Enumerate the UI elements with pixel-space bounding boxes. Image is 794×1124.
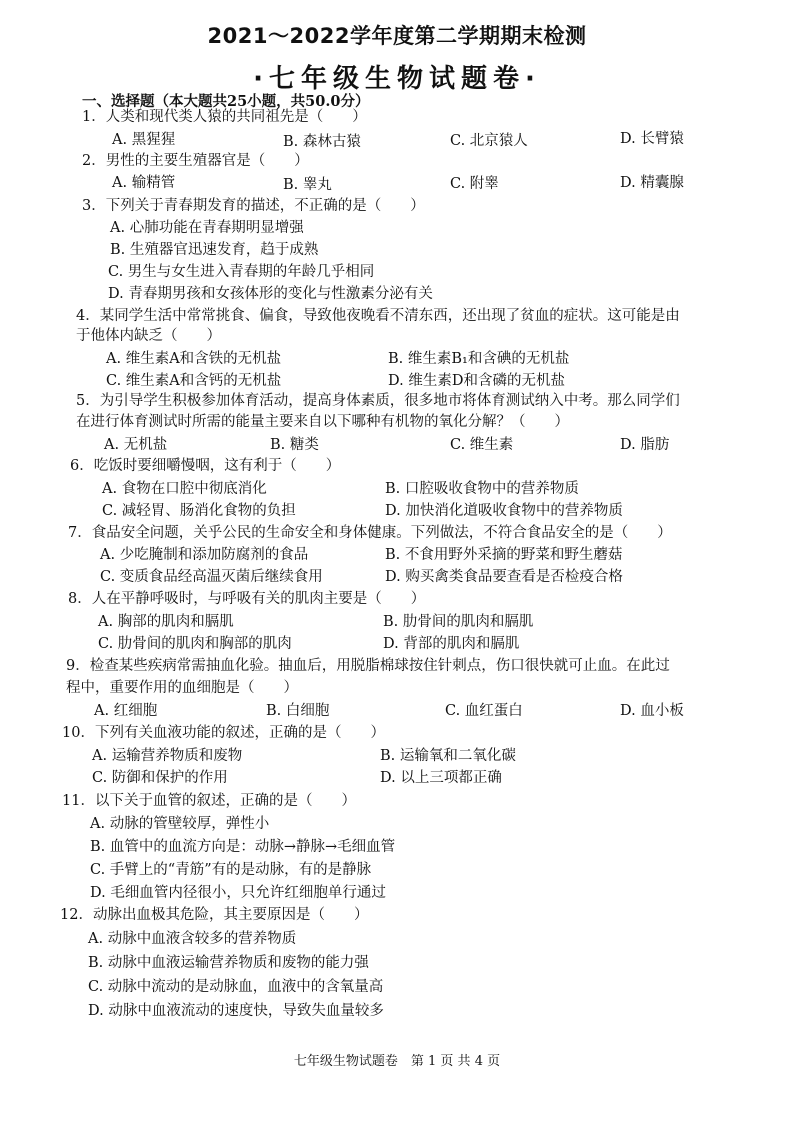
question-2: 2．男性的主要生殖器官是（ ）	[82, 153, 309, 169]
q6-option-a: A. 食物在口腔中彻底消化	[102, 481, 267, 497]
question-12: 12．动脉出血极其危险，其主要原因是（ ）	[60, 907, 369, 923]
q8-option-a: A. 胸部的肌肉和膈肌	[98, 614, 234, 630]
q12-option-a: A. 动脉中血液含较多的营养物质	[88, 931, 297, 947]
q10-option-d: D. 以上三项都正确	[380, 770, 502, 786]
q3-option-a: A. 心肺功能在青春期明显增强	[110, 220, 304, 236]
q10-option-c: C. 防御和保护的作用	[92, 770, 228, 786]
q6-option-b: B. 口腔吸收食物中的营养物质	[385, 481, 579, 497]
question-7: 7．食品安全问题，关乎公民的生命安全和身体健康。下列做法，不符合食品安全的是（ ）	[68, 525, 672, 541]
exam-subtitle: ·七年级生物试题卷·	[253, 64, 541, 94]
q12-option-b: B. 动脉中血液运输营养物质和废物的能力强	[88, 955, 369, 971]
q6-option-d: D. 加快消化道吸收食物中的营养物质	[385, 503, 623, 519]
q5-option-a: A. 无机盐	[104, 437, 168, 453]
q11-option-d: D. 毛细血管内径很小，只允许红细胞单行通过	[90, 885, 386, 901]
page-footer: 七年级生物试题卷 第 1 页 共 4 页	[293, 1054, 501, 1069]
q10-option-a: A. 运输营养物质和废物	[92, 748, 243, 764]
question-10: 10．下列有关血液功能的叙述，正确的是（ ）	[62, 725, 385, 741]
q7-option-b: B. 不食用野外采摘的野菜和野生蘑菇	[385, 547, 623, 563]
q9-option-a: A. 红细胞	[94, 703, 158, 719]
q10-option-b: B. 运输氧和二氧化碳	[380, 748, 516, 764]
q2-option-a: A. 输精管	[112, 175, 176, 191]
question-9-cont: 程中，重要作用的血细胞是（ ）	[66, 680, 298, 696]
q2-option-d: D. 精囊腺	[620, 175, 684, 191]
q9-option-b: B. 白细胞	[266, 703, 330, 719]
q12-option-d: D. 动脉中血液流动的速度快，导致失血量较多	[88, 1003, 384, 1019]
q3-option-b: B. 生殖器官迅速发育，趋于成熟	[110, 242, 319, 258]
question-6: 6．吃饭时要细嚼慢咽，这有利于（ ）	[70, 458, 341, 474]
question-5: 5．为引导学生积极参加体育活动，提高身体素质，很多地市将体育测试纳入中考。那么同学们	[76, 393, 680, 409]
section-heading: 一、选择题（本大题共25小题，共50.0分）	[82, 93, 370, 110]
question-11: 11．以下关于血管的叙述，正确的是（ ）	[62, 793, 356, 809]
q3-option-c: C. 男生与女生进入青春期的年龄几乎相同	[108, 264, 375, 280]
question-4-cont: 于他体内缺乏（ ）	[76, 328, 221, 344]
question-3: 3．下列关于青春期发育的描述，不正确的是（ ）	[82, 198, 425, 214]
question-8: 8．人在平静呼吸时，与呼吸有关的肌肉主要是（ ）	[68, 591, 426, 607]
question-1: 1．人类和现代类人猿的共同祖先是（ ）	[82, 109, 367, 125]
q7-option-a: A. 少吃腌制和添加防腐剂的食品	[100, 547, 309, 563]
q11-option-b: B. 血管中的血流方向是：动脉→静脉→毛细血管	[90, 839, 396, 855]
q1-option-c: C. 北京猿人	[450, 133, 528, 149]
q3-option-d: D. 青春期男孩和女孩体形的变化与性激素分泌有关	[108, 286, 433, 302]
q1-option-b: B. 森林古猿	[283, 134, 361, 150]
exam-title: 2021～2022学年度第二学期期末检测	[207, 24, 587, 48]
question-5-cont: 在进行体育测试时所需的能量主要来自以下哪种有机物的氧化分解？（ ）	[76, 414, 569, 430]
q2-option-b: B. 睾丸	[283, 177, 332, 193]
q2-option-c: C. 附睾	[450, 176, 499, 192]
q4-option-c: C. 维生素A和含钙的无机盐	[106, 373, 282, 389]
q11-option-c: C. 手臂上的“青筋”有的是动脉，有的是静脉	[90, 862, 372, 878]
question-9: 9．检查某些疾病常需抽血化验。抽血后，用脱脂棉球按住针刺点，伤口很快就可止血。在此过	[66, 658, 670, 674]
q8-option-d: D. 背部的肌肉和膈肌	[383, 636, 520, 652]
q8-option-b: B. 肋骨间的肌肉和膈肌	[383, 614, 534, 630]
question-4: 4．某同学生活中常常挑食、偏食，导致他夜晚看不清东西，还出现了贫血的症状。这可能是由	[76, 308, 680, 324]
q5-option-c: C. 维生素	[450, 437, 514, 453]
q8-option-c: C. 肋骨间的肌肉和胸部的肌肉	[98, 636, 292, 652]
q7-option-d: D. 购买禽类食品要查看是否检疫合格	[385, 569, 623, 585]
q4-option-b: B. 维生素B₁和含碘的无机盐	[388, 351, 570, 367]
q4-option-d: D. 维生素D和含磷的无机盐	[388, 373, 565, 389]
q7-option-c: C. 变质食品经高温灭菌后继续食用	[100, 569, 323, 585]
q1-option-a: A. 黑猩猩	[112, 132, 176, 148]
q1-option-d: D. 长臂猿	[620, 131, 684, 147]
q5-option-b: B. 糖类	[270, 437, 319, 453]
q12-option-c: C. 动脉中流动的是动脉血，血液中的含氧量高	[88, 979, 384, 995]
q5-option-d: D. 脂肪	[620, 437, 670, 453]
q9-option-d: D. 血小板	[620, 703, 684, 719]
q6-option-c: C. 减轻胃、肠消化食物的负担	[102, 503, 296, 519]
q9-option-c: C. 血红蛋白	[445, 703, 523, 719]
q11-option-a: A. 动脉的管壁较厚，弹性小	[90, 816, 270, 832]
q4-option-a: A. 维生素A和含铁的无机盐	[106, 351, 282, 367]
